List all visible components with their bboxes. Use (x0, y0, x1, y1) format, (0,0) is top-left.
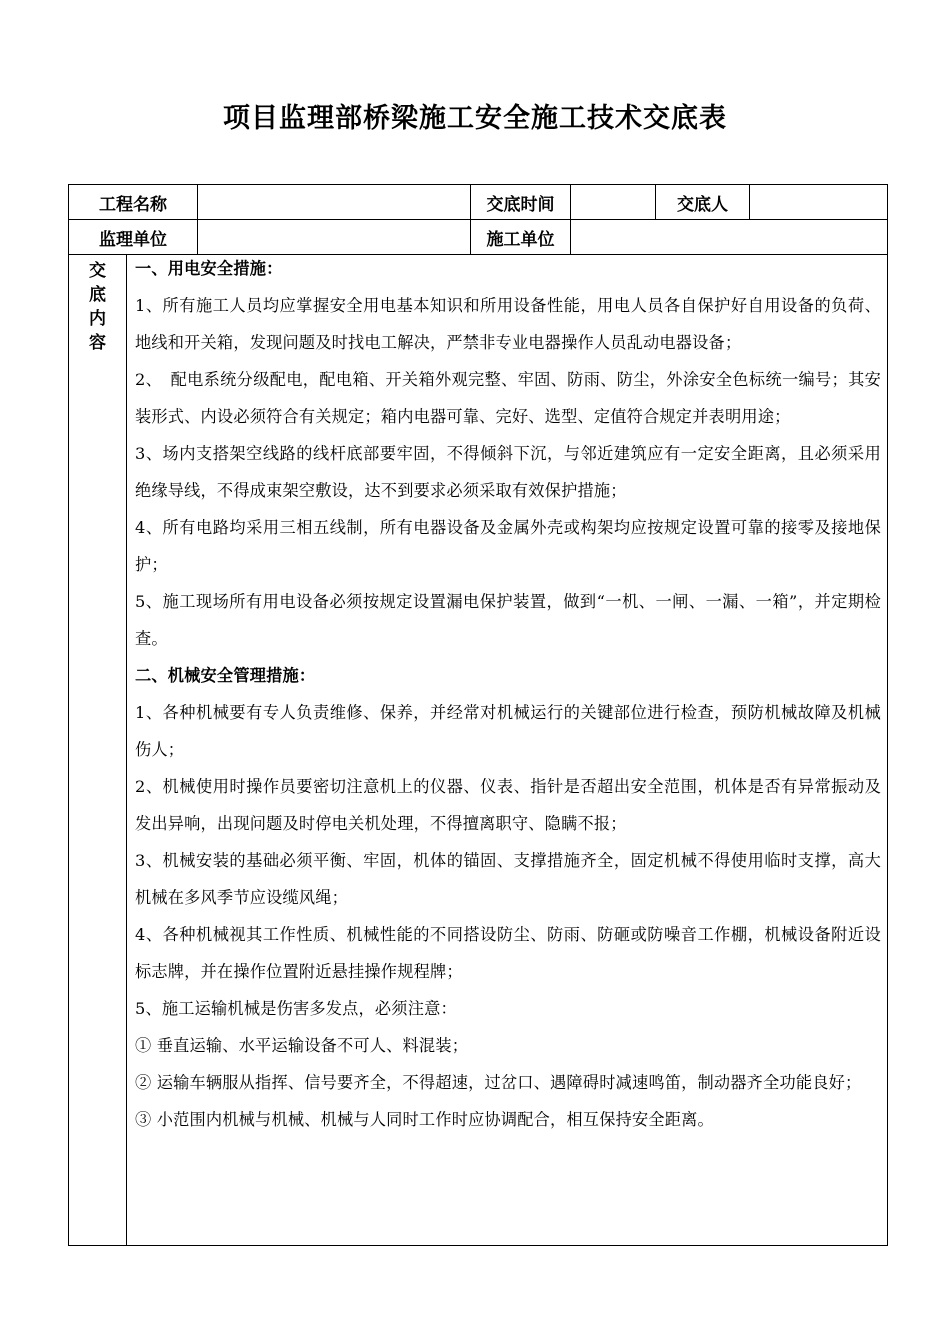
construction-unit-label: 施工单位 (471, 220, 571, 255)
form-row-content (69, 255, 888, 1246)
content-paragraph: 5、施工运输机械是伤害多发点，必须注意： (135, 999, 457, 1018)
side-label-char: 容 (89, 333, 106, 353)
content-paragraph: 2、机械使用时操作员要密切注意机上的仪器、仪表、指针是否超出安全范围，机体是否有异常振动及发出异响，出现问题及时停电关机处理，不得擅离职守、隐瞒不报； (135, 777, 881, 833)
content-paragraph: 3、机械安装的基础必须平衡、牢固，机体的锚固、支撑措施齐全，固定机械不得使用临时支撑，高大机械在多风季节应设缆风绳； (135, 851, 881, 907)
content-paragraph: 1、所有施工人员均应掌握安全用电基本知识和所用设备性能，用电人员各自保护好自用设备的负荷、地线和开关箱，发现问题及时找电工解决，严禁非专业电器操作人员乱动电器设备； (135, 296, 881, 352)
content-paragraph: ② 运输车辆服从指挥、信号要齐全，不得超速，过岔口、遇障碍时减速鸣笛，制动器齐全功能良好； (135, 1073, 862, 1092)
disclosure-content (127, 255, 888, 1246)
side-label-char: 底 (89, 285, 106, 305)
content-paragraph: 2、 配电系统分级配电，配电箱、开关箱外观完整、牢固、防雨、防尘，外涂安全色标统一编号；其安装形式、内设必须符合有关规定；箱内电器可靠、完好、选型、定值符合规定并表明用途； (135, 370, 881, 426)
project-name-field[interactable] (198, 185, 471, 220)
content-paragraph: ③ 小范围内机械与机械、机械与人同时工作时应协调配合，相互保持安全距离。 (135, 1110, 714, 1129)
disclosure-form-table (68, 184, 888, 1246)
supervision-unit-label: 监理单位 (69, 220, 198, 255)
content-paragraph: 5、施工现场所有用电设备必须按规定设置漏电保护装置，做到“一机、一闸、一漏、一箱”，并定期检查。 (135, 592, 881, 648)
project-name-label: 工程名称 (69, 185, 198, 220)
content-paragraph: 4、所有电路均采用三相五线制，所有电器设备及金属外壳或构架均应按规定设置可靠的接零及接地保护； (135, 518, 881, 574)
side-label-char: 交 (89, 261, 106, 281)
content-paragraph: 4、各种机械视其工作性质、机械性能的不同搭设防尘、防雨、防砸或防噪音工作棚，机械设备附近设标志牌，并在操作位置附近悬挂操作规程牌； (135, 925, 881, 981)
discloser-field[interactable] (750, 185, 888, 220)
content-paragraph: ① 垂直运输、水平运输设备不可人、料混装； (135, 1036, 469, 1055)
disclosure-time-field[interactable] (571, 185, 656, 220)
discloser-label: 交底人 (656, 185, 750, 220)
form-row-project (69, 185, 888, 220)
content-side-label (69, 255, 127, 1246)
side-label-char: 内 (89, 309, 106, 329)
content-paragraph: 3、场内支搭架空线路的线杆底部要牢固，不得倾斜下沉，与邻近建筑应有一定安全距离，且必须采用绝缘导线，不得成束架空敷设，达不到要求必须采取有效保护措施； (135, 444, 881, 500)
section-heading: 一、用电安全措施： (135, 259, 283, 278)
page-title: 项目监理部桥梁施工安全施工技术交底表 (223, 103, 727, 134)
section-heading: 二、机械安全管理措施： (135, 666, 316, 685)
disclosure-time-label: 交底时间 (471, 185, 571, 220)
content-paragraph: 1、各种机械要有专人负责维修、保养，并经常对机械运行的关键部位进行检查，预防机械故障及机械伤人； (135, 703, 881, 759)
